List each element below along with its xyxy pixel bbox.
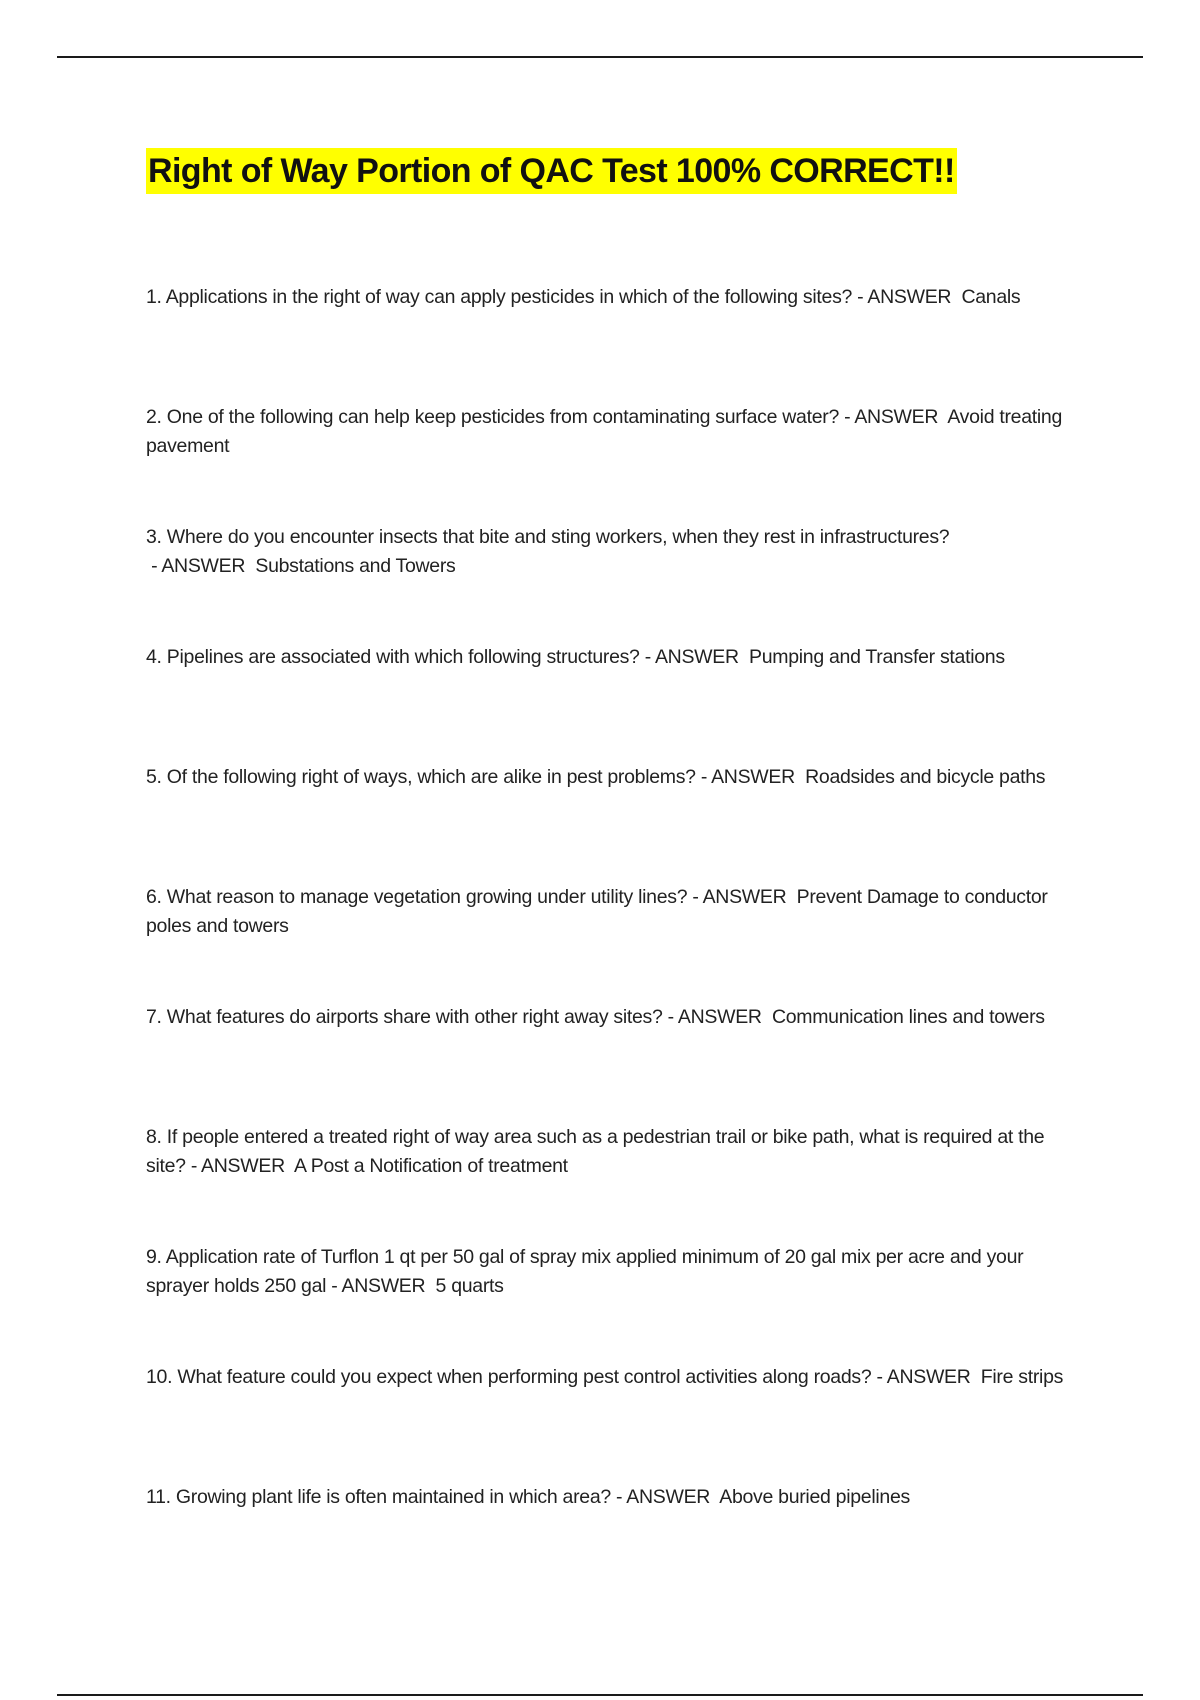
answer-text: Canals — [961, 286, 1021, 308]
question-item-2 — [146, 403, 1066, 523]
answer-separator: - ANSWER — [852, 286, 962, 308]
footer-rule — [57, 1694, 1143, 1696]
answer-separator: - ANSWER — [146, 555, 256, 577]
question-item-4 — [146, 643, 1066, 763]
question-text: Where do you encounter insects that bite and sting workers, when they rest in infrastructures? — [166, 526, 950, 548]
question-number: 6. — [146, 886, 162, 908]
question-item-1 — [146, 283, 1066, 403]
question-list — [146, 283, 1066, 1603]
document-title: Right of Way Portion of QAC Test 100% CORRECT!! — [146, 148, 957, 194]
question-item-10 — [146, 1363, 1066, 1483]
answer-text: Above buried pipelines — [719, 1486, 910, 1508]
answer-separator: - ANSWER — [639, 646, 749, 668]
question-text: Of the following right of ways, which are alike in pest problems? — [166, 766, 696, 788]
answer-text: A Post a Notification of treatment — [294, 1155, 568, 1177]
question-number: 10. — [146, 1366, 173, 1388]
question-number: 8. — [146, 1126, 162, 1148]
answer-text: Substations and Towers — [255, 555, 456, 577]
question-item-9 — [146, 1243, 1066, 1363]
answer-separator: - ANSWER — [687, 886, 797, 908]
answer-separator: - ANSWER — [610, 1486, 720, 1508]
question-text: Applications in the right of way can apply pesticides in which of the following sites? — [165, 286, 853, 308]
question-item-5 — [146, 763, 1066, 883]
question-item-6 — [146, 883, 1066, 1003]
question-text: Pipelines are associated with which following structures? — [166, 646, 640, 668]
question-item-7 — [146, 1003, 1066, 1123]
question-item-3 — [146, 523, 1066, 643]
question-text: What reason to manage vegetation growing under utility lines? — [166, 886, 688, 908]
question-text: Application rate of Turflon 1 qt per 50 gal of spray mix applied minimum of 20 gal mix per acre and your sprayer holds 250 gal — [146, 1246, 1024, 1297]
answer-text: Fire strips — [980, 1366, 1064, 1388]
question-item-11 — [146, 1483, 1066, 1603]
question-number: 7. — [146, 1006, 162, 1028]
question-text: What features do airports share with other right away sites? — [166, 1006, 663, 1028]
answer-text: Communication lines and towers — [771, 1006, 1045, 1028]
question-number: 5. — [146, 766, 162, 788]
answer-separator: - ANSWER — [185, 1155, 295, 1177]
question-number: 9. — [146, 1246, 162, 1268]
question-number: 3. — [146, 526, 162, 548]
answer-separator: - ANSWER — [871, 1366, 981, 1388]
answer-text: 5 quarts — [435, 1275, 504, 1297]
question-text: What feature could you expect when performing pest control activities along roads? — [177, 1366, 872, 1388]
answer-text: Pumping and Transfer stations — [749, 646, 1005, 668]
answer-text: Prevent Damage to conductor poles and towers — [146, 886, 1048, 937]
header-rule — [57, 56, 1143, 58]
question-item-8 — [146, 1123, 1066, 1243]
answer-separator: - ANSWER — [695, 766, 806, 788]
question-text: Growing plant life is often maintained in which area? — [175, 1486, 611, 1508]
answer-separator: - ANSWER — [662, 1006, 772, 1028]
question-number: 11. — [146, 1486, 171, 1508]
question-number: 1. — [146, 286, 162, 308]
answer-text: Avoid treating pavement — [146, 406, 1062, 457]
question-text: If people entered a treated right of way area such as a pedestrian trail or bike path, what is required at the site? — [146, 1126, 1045, 1177]
question-number: 2. — [146, 406, 162, 428]
answer-separator: - ANSWER — [326, 1275, 436, 1297]
question-number: 4. — [146, 646, 162, 668]
answer-separator: - ANSWER — [839, 406, 948, 428]
question-text: One of the following can help keep pesticides from contaminating surface water? — [166, 406, 839, 428]
answer-text: Roadsides and bicycle paths — [805, 766, 1046, 788]
